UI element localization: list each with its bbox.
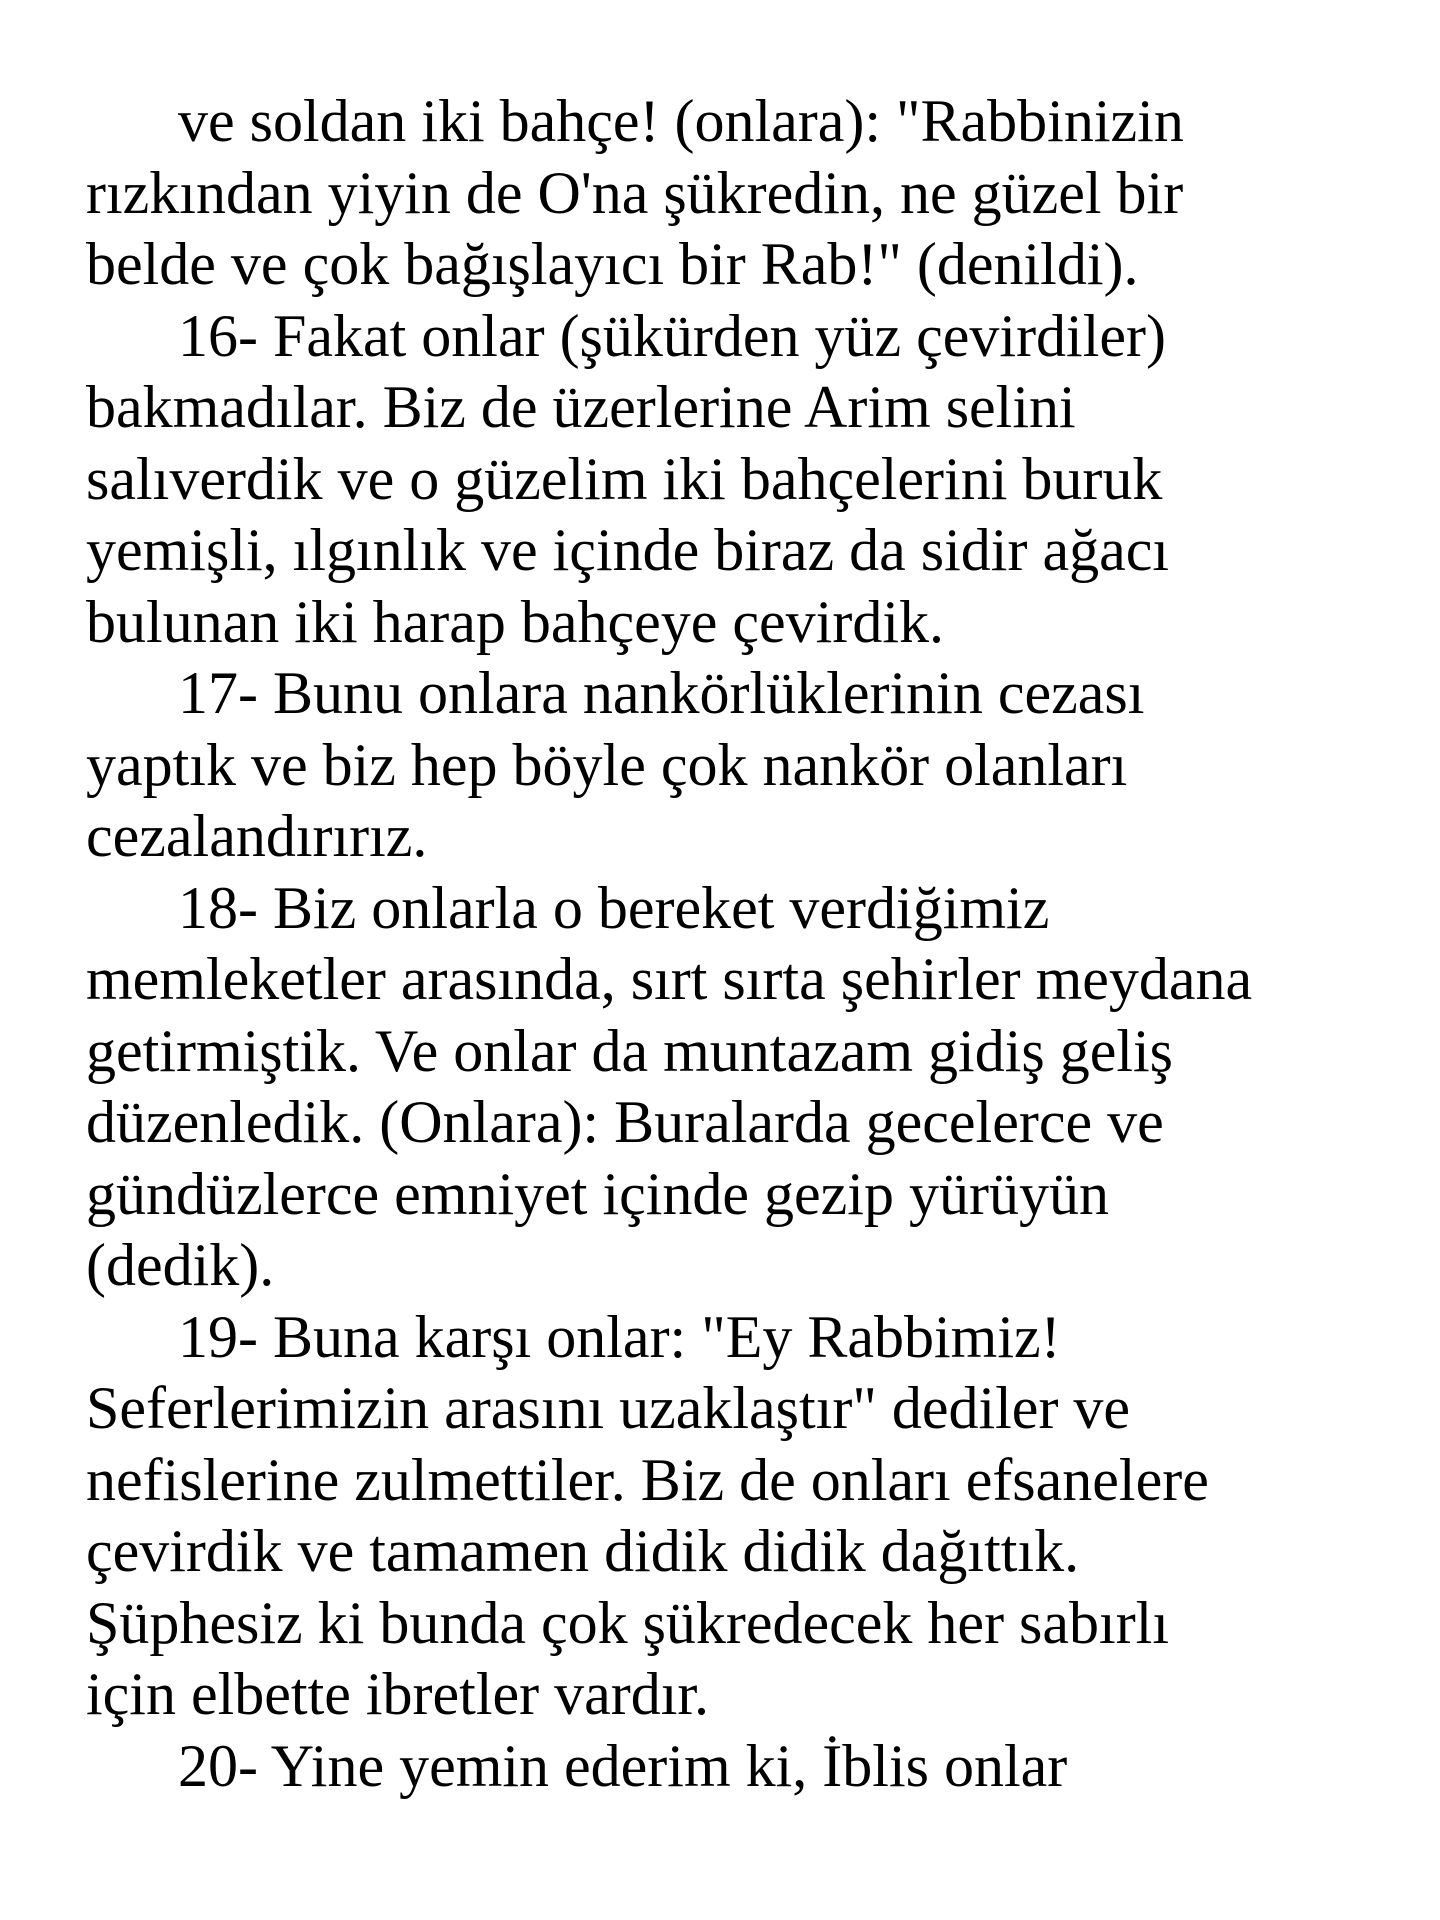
text-line: nefislerine zulmettiler. Biz de onları efsanelere xyxy=(86,1446,1209,1513)
verse-19-start: 19- Buna karşı onlar: "Ey Rabbimiz! xyxy=(178,1303,1061,1370)
text-line: bakmadılar. Biz de üzerlerine Arim selini xyxy=(86,374,1076,440)
text-line: getirmiştik. Ve onlar da muntazam gidiş geliş xyxy=(86,1017,1174,1084)
verse-20-start: 20- Yine yemin ederim ki, İblis onlar xyxy=(178,1732,1068,1799)
text-line: yaptık ve biz hep böyle çok nankör olanları xyxy=(86,731,1128,798)
text-line: memleketler arasında, sırt sırta şehirler meydana xyxy=(86,946,1253,1012)
text-line: gündüzlerce emniyet içinde gezip yürüyün xyxy=(86,1160,1109,1227)
text-line: çevirdik ve tamamen didik didik dağıttık. xyxy=(86,1518,1080,1584)
text-line: ve soldan iki bahçe! (onlara): "Rabbinizin xyxy=(178,88,1184,154)
text-line: salıverdik ve o güzelim iki bahçelerini buruk xyxy=(86,445,1163,512)
verse-17-start: 17- Bunu onlara nankörlüklerinin cezası xyxy=(178,660,1145,726)
verse-18-start: 18- Biz onlarla o bereket verdiğimiz xyxy=(178,874,1050,941)
page-text xyxy=(86,86,1386,1802)
text-line: bulunan iki harap bahçeye çevirdik. xyxy=(86,588,944,655)
text-line: rızkından yiyin de O'na şükredin, ne güzel bir xyxy=(86,159,1184,226)
text-line: için elbette ibretler vardır. xyxy=(86,1661,710,1727)
text-line: Seferlerimizin arasını uzaklaştır" dediler ve xyxy=(86,1375,1131,1441)
text-line: düzenledik. (Onlara): Buralarda gecelerce ve xyxy=(86,1089,1164,1155)
text-line: belde ve çok bağışlayıcı bir Rab!" (denildi). xyxy=(86,231,1139,297)
text-line: yemişli, ılgınlık ve içinde biraz da sidir ağacı xyxy=(86,517,1170,583)
text-line: Şüphesiz ki bunda çok şükredecek her sabırlı xyxy=(86,1589,1170,1656)
verse-16-start: 16- Fakat onlar (şükürden yüz çevirdiler) xyxy=(178,302,1166,369)
text-line: cezalandırırız. xyxy=(86,803,428,869)
text-line: (dedik). xyxy=(86,1232,275,1298)
